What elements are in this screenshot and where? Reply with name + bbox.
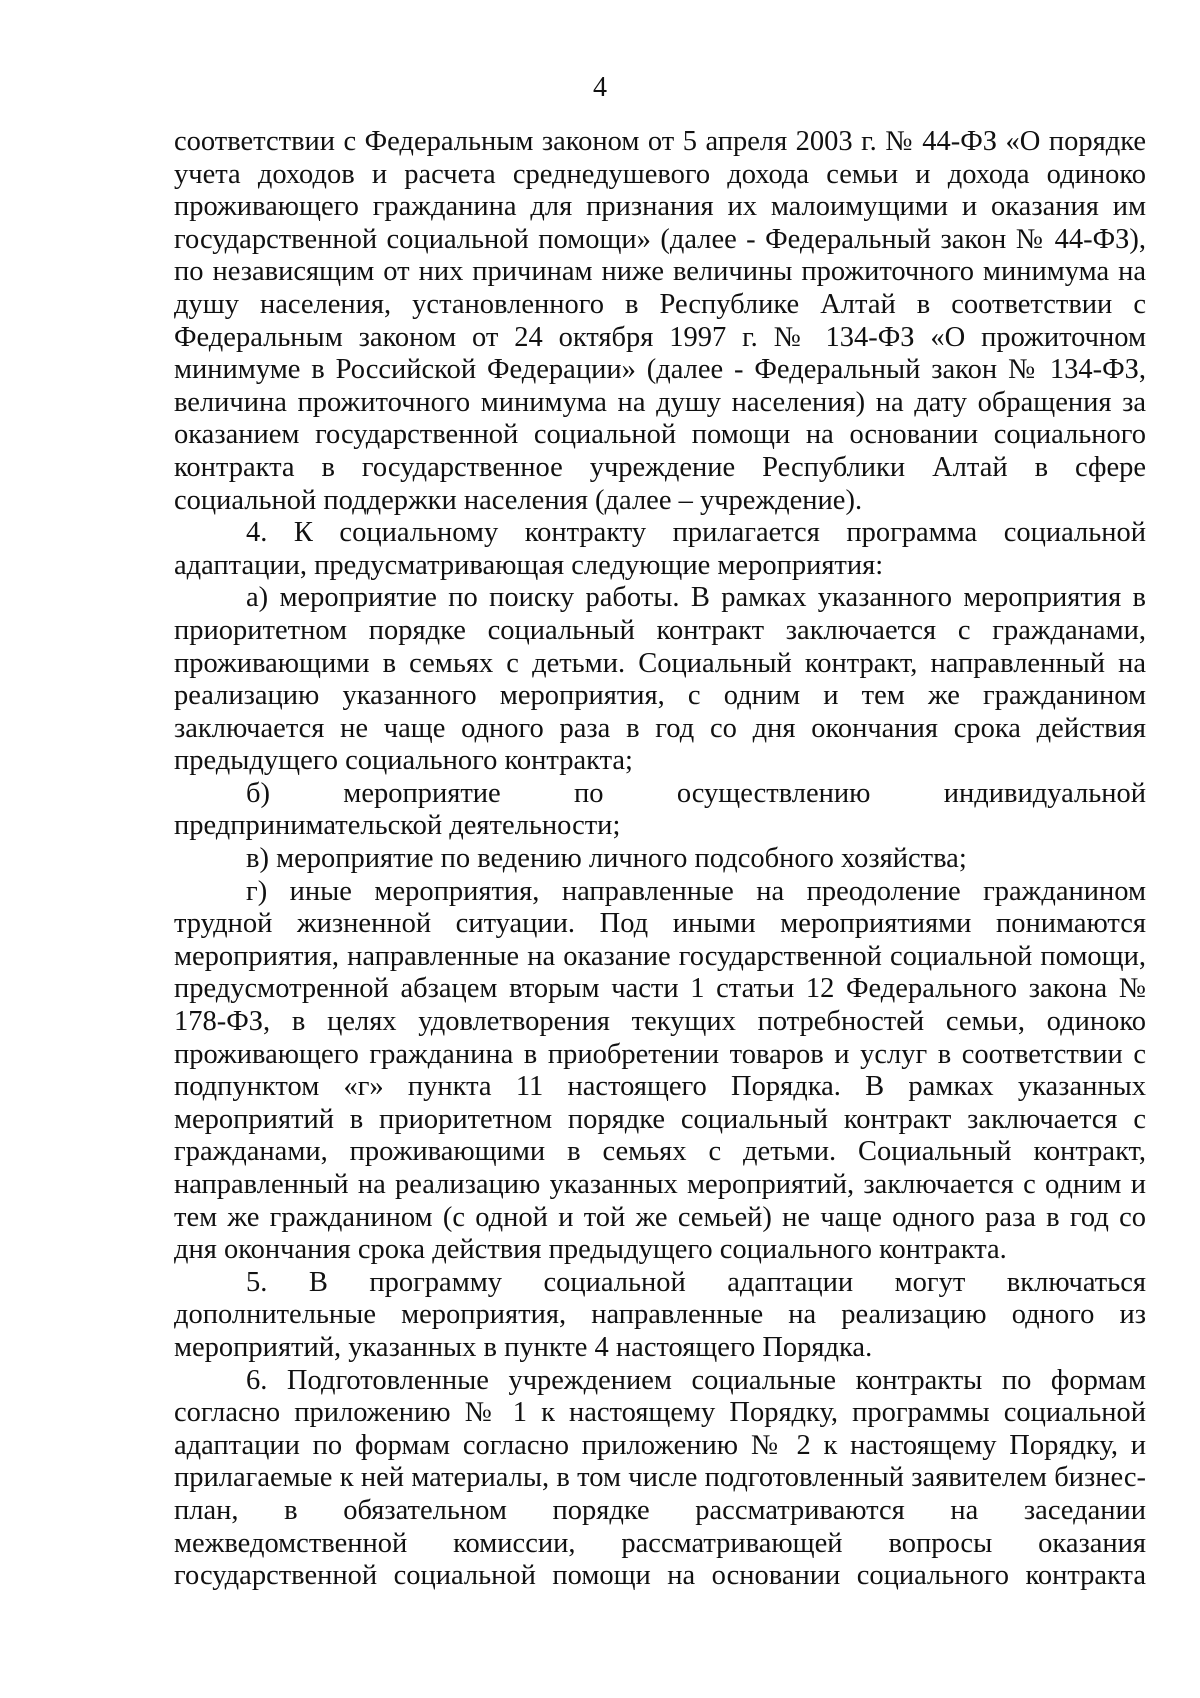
- paragraph-continuation: соответствии с Федеральным законом от 5 апреля 2003 г. № 44-ФЗ «О порядке учета доходов и расчета среднедушевого дохода семьи и дохода одиноко проживающего гражданина для признания их малоимущими и оказания им государственной социальной помощи» (далее - Федеральный закон № 44-ФЗ), по независящим от них причинам ниже величины прожиточного минимума на душу населения, установленного в Республике Алтай в соответствии с Федеральным законом от 24 октября 1997 г. № 134-ФЗ «О прожиточном минимуме в Российской Федерации» (далее - Федеральный закон № 134-ФЗ, величина прожиточного минимума на душу населения) на дату обращения за оказанием государственной социальной помощи на основании социального контракта в государственное учреждение Республики Алтай в сфере социальной поддержки населения (далее – учреждение).: [174, 126, 1146, 516]
- document-body: [174, 126, 1146, 1593]
- paragraph-item-6: 6. Подготовленные учреждением социальные контракты по формам согласно приложению № 1 к настоящему Порядку, программы социальной адаптации по формам согласно приложению № 2 к настоящему Порядку, и прилагаемые к ней материалы, в том числе подготовленный заявителем бизнес-план, в обязательном порядке рассматриваются на заседании межведомственной комиссии, рассматривающей вопросы оказания государственной социальной помощи на основании социального контракта: [174, 1364, 1146, 1592]
- paragraph-item-4: 4. К социальному контракту прилагается программа социальной адаптации, предусматривающая следующие мероприятия:: [174, 517, 1146, 581]
- page-number: 4: [593, 72, 607, 103]
- paragraph-subitem-g: г) иные мероприятия, направленные на преодоление гражданином трудной жизненной ситуации. Под иными мероприятиями понимаются мероприятия, направленные на оказание государственной социальной помощи, предусмотренной абзацем вторым части 1 статьи 12 Федерального закона № 178-ФЗ, в целях удовлетворения текущих потребностей семьи, одиноко проживающего гражданина в приобретении товаров и услуг в соответствии с подпунктом «г» пункта 11 настоящего Порядка. В рамках указанных мероприятий в приоритетном порядке социальный контракт заключается с гражданами, проживающими в семьях с детьми. Социальный контракт, направленный на реализацию указанных мероприятий, заключается с одним и тем же гражданином (с одной и той же семьей) не чаще одного раза в год со дня окончания срока действия предыдущего социального контракта.: [174, 875, 1146, 1266]
- paragraph-subitem-a: а) мероприятие по поиску работы. В рамках указанного мероприятия в приоритетном порядке социальный контракт заключается с гражданами, проживающими в семьях с детьми. Социальный контракт, направленный на реализацию указанного мероприятия, с одним и тем же гражданином заключается не чаще одного раза в год со дня окончания срока действия предыдущего социального контракта;: [174, 582, 1146, 777]
- paragraph-item-5: 5. В программу социальной адаптации могут включаться дополнительные мероприятия, направленные на реализацию одного из мероприятий, указанных в пункте 4 настоящего Порядка.: [174, 1266, 1146, 1363]
- paragraph-subitem-v: в) мероприятие по ведению личного подсобного хозяйства;: [246, 843, 967, 875]
- paragraph-subitem-b: б) мероприятие по осуществлению индивидуальной предпринимательской деятельности;: [174, 777, 1146, 842]
